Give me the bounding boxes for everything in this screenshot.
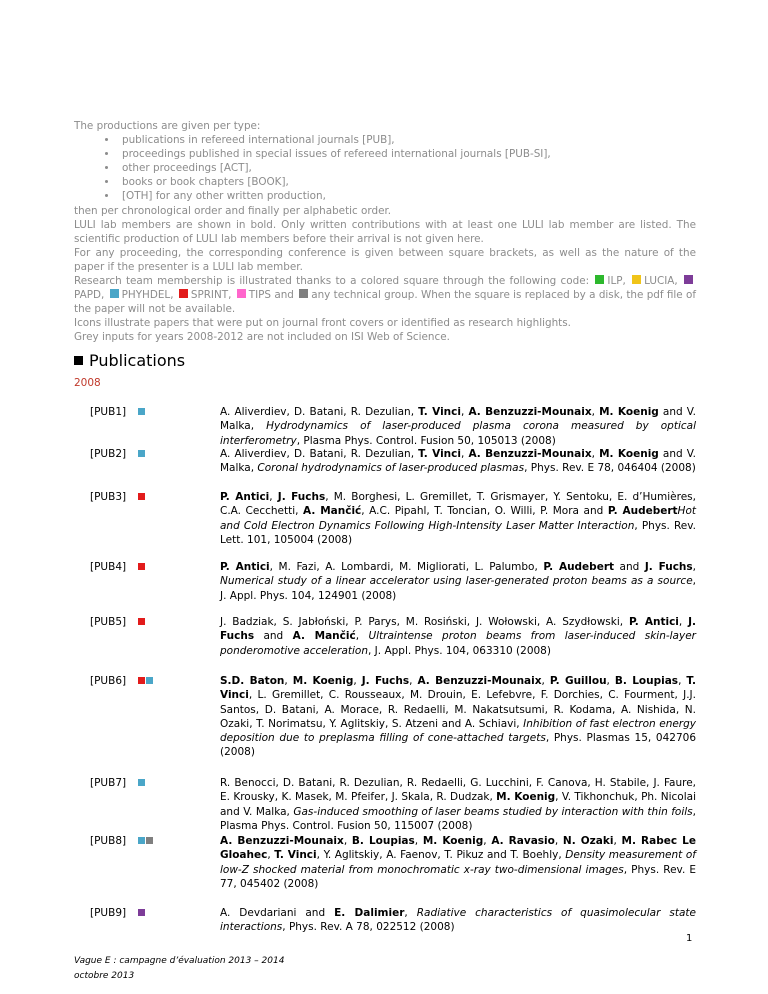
lab-member-name: S.D. Baton [220,675,285,687]
team-marks [138,563,145,570]
team-marks [138,408,145,415]
footer-line-2: octobre 2013 [74,971,135,981]
publication-citation: A. Aliverdiev, D. Batani, R. Dezulian, T. Vinci, A. Benzuzzi-Mounaix, M. Koenig and V. Malka, Hydrodynamics of laser-produced plasma corona measured by optical interferometry, Plasma Phys. Control. Fusion 50, 105013 (2008) [220,406,696,447]
lab-member-name: T. Vinci [418,448,461,460]
intro-block [74,119,696,345]
team-tips: TIPS and [248,289,294,302]
team-square-icon [138,493,145,500]
type-item: • [OTH] for any other written production, [118,189,696,203]
ilp-square-icon [595,275,604,284]
team-technical: any technical group. When the square is replaced by a disk, the pdf file of the paper will not be available. [74,289,697,316]
team-marks [138,909,145,916]
lab-member-name: A. Mančić [292,630,356,643]
lab-member-name: T. Vinci [274,849,317,862]
lab-member-name: A. Benzuzzi-Mounaix [468,406,592,418]
papd-square-icon [684,275,693,284]
lab-member-name: P. Audebert [543,561,615,573]
publication-id: [PUB3] [90,491,127,503]
section-bullet-icon [74,356,83,365]
lab-member-name: M. Koenig [422,835,484,847]
publication-title: Numerical study of a linear accelerator using laser-generated proton beams as a source [220,575,693,588]
lab-member-name: P. Antici [628,616,679,628]
publication-title: Inhibition of fast electron energy deposition due to preplasma filling of cone-attached targets [220,717,696,745]
intro-grey: Grey inputs for years 2008-2012 are not included on ISI Web of Science. [74,331,450,344]
sprint-square-icon [179,289,188,298]
lab-member-name: E. Dalimier [334,907,405,919]
publication-id: [PUB7] [90,777,127,789]
publication-id: [PUB8] [90,835,127,847]
publication-title: Coronal hydrodynamics of laser-produced plasmas [257,462,525,475]
phyhdel-square-icon [110,289,119,298]
footer [74,954,284,984]
lab-member-name: M. Koenig [292,675,354,687]
team-marks [138,677,153,684]
publication-title: Gas-induced smoothing of laser beams studied by interaction with thin foils [293,805,693,818]
team-papd: PAPD, [74,289,105,302]
publication-citation: A. Aliverdiev, D. Batani, R. Dezulian, T. Vinci, A. Benzuzzi-Mounaix, M. Koenig and V. Malka, Coronal hydrodynamics of laser-produced plasmas, Phys. Rev. E 78, 046404 (2008) [220,448,696,475]
team-square-icon [146,837,153,844]
technical-square-icon [299,289,308,298]
team-square-icon [138,909,145,916]
team-marks [138,779,145,786]
tips-square-icon [237,289,246,298]
publication-title: Hydrodynamics of laser-produced plasma corona measured by optical interferometry [220,420,696,447]
lab-member-name: A. Mančić [303,505,362,518]
page-number: 1 [686,933,693,944]
publication-id: [PUB6] [90,675,127,687]
publication-citation: J. Badziak, S. Jabłoński, P. Parys, M. Rosiński, J. Wołowski, A. Szydłowski, P. Antici, J. Fuchs and A. Mančić, Ultraintense proton beams from laser-induced skin-layer ponderomotive acceleration, J. Appl. Phys. 104, 063310 (2008) [220,616,696,657]
team-square-icon [138,408,145,415]
publication-citation: P. Antici, M. Fazi, A. Lombardi, M. Migliorati, L. Palumbo, P. Audebert and J. Fuchs, Numerical study of a linear accelerator using laser-generated proton beams as a source, J. Appl. Phys. 104, 124901 (2008) [220,561,697,602]
type-item: • other proceedings [ACT], [118,161,696,175]
publication-citation: R. Benocci, D. Batani, R. Dezulian, R. Redaelli, G. Lucchini, F. Canova, H. Stabile, J. Faure, E. Krousky, K. Masek, M. Pfeifer, J. Skala, R. Dudzak, M. Koenig, V. Tikhonchuk, Ph. Nicolai and V. Malka, Gas-induced smoothing of laser beams studied by interaction with thin foils, Plasma Phys. Control. Fusion 50, 115007 (2008) [220,777,696,832]
team-square-icon [138,837,145,844]
lab-member-name: P. Antici [220,491,270,503]
footer-line-1: Vague E : campagne d’évaluation 2013 – 2014 [74,956,285,966]
lab-member-name: M. Koenig [599,448,659,460]
type-list [74,133,696,203]
team-square-icon [138,563,145,570]
publication-id: [PUB2] [90,448,127,460]
publication-title: Hot and Cold Electron Dynamics Following High-Intensity Laser Matter Interaction [220,505,696,532]
team-marks [138,493,145,500]
section-title: Publications [89,351,186,370]
intro-luli: LULI lab members are shown in bold. Only written contributions with at least one LULI lab member are listed. The scientific production of LULI lab members before their arrival is not given here. [74,218,696,245]
publication-id: [PUB9] [90,907,127,919]
lucia-square-icon [632,275,641,284]
lab-member-name: B. Loupias [614,675,679,687]
publication-id: [PUB4] [90,561,127,573]
intro-order: then per chronological order and finally per alphabetic order. [74,204,392,217]
intro-research [74,274,696,316]
lab-member-name: M. Rabec Le Gloahec [220,835,696,862]
publication-citation: P. Antici, J. Fuchs, M. Borghesi, L. Gremillet, T. Grismayer, Y. Sentoku, E. d’Humières, C.A. Cecchetti, A. Mančić, A.C. Pipahl, T. Toncian, O. Willi, P. Mora and P. AudebertHot and Cold Electron Dynamics Following High-Intensity Laser Matter Interaction, Phys. Rev. Lett. 101, 105004 (2008) [220,491,696,546]
intro-lead: The productions are given per type: [74,120,261,132]
team-square-icon [138,677,145,684]
intro-icons: Icons illustrate papers that were put on journal front covers or identified as research highlights. [74,317,571,330]
publication-title: Density measurement of low-Z shocked material from monochromatic x-ray two-dimensional images [220,849,697,876]
publication-id: [PUB1] [90,406,127,418]
lab-member-name: A. Benzuzzi-Mounaix [220,835,344,847]
lab-member-name: M. Koenig [599,406,659,418]
lab-member-name: A. Benzuzzi-Mounaix [417,675,542,687]
lab-member-name: A. Benzuzzi-Mounaix [468,448,592,460]
lab-member-name: P. Audebert [607,505,678,518]
publication-title: Ultraintense proton beams from laser-induced skin-layer ponderomotive acceleration [220,630,696,657]
team-sprint: SPRINT, [190,289,232,302]
lab-member-name: B. Loupias [351,835,415,847]
publication-title: Radiative characteristics of quasimolecular state interactions [220,907,696,934]
team-phyhdel: PHYHDEL, [121,289,174,302]
lab-member-name: J. Fuchs [361,675,410,687]
team-square-icon [146,677,153,684]
publication-id: [PUB5] [90,616,127,628]
lab-member-name: T. Vinci [418,406,461,418]
team-square-icon [138,450,145,457]
lab-member-name: P. Guillou [549,675,607,687]
publication-citation: A. Devdariani and E. Dalimier, Radiative characteristics of quasimolecular state interactions, Phys. Rev. A 78, 022512 (2008) [220,907,696,934]
publication-citation: A. Benzuzzi-Mounaix, B. Loupias, M. Koenig, A. Ravasio, N. Ozaki, M. Rabec Le Gloahec, T. Vinci, Y. Aglitskiy, A. Faenov, T. Pikuz and T. Boehly, Density measurement of low-Z shocked material from monochromatic x-ray two-dimensional images, Phys. Rev. E 77, 045402 (2008) [220,835,697,890]
team-marks [138,450,145,457]
team-marks [138,837,153,844]
lab-member-name: J. Fuchs [644,561,693,573]
team-ilp: ILP, [607,275,626,288]
type-item: • books or book chapters [BOOK], [118,175,696,189]
lab-member-name: P. Antici [220,561,270,573]
publication-citation: S.D. Baton, M. Koenig, J. Fuchs, A. Benzuzzi-Mounaix, P. Guillou, B. Loupias, T. Vinci, L. Gremillet, C. Rousseaux, M. Drouin, E. Lefebvre, F. Dorchies, C. Fourment, J.J. Santos, D. Batani, A. Morace, R. Redaelli, M. Nakatsutsumi, R. Kodama, A. Nishida, N. Ozaki, T. Norimatsu, Y. Aglitskiy, S. Atzeni and A. Schiavi, Inhibition of fast electron energy deposition due to preplasma filling of cone-attached targets, Phys. Plasmas 15, 042706 (2008) [220,675,697,759]
year-heading: 2008 [74,377,101,389]
research-prefix: Research team membership is illustrated thanks to a colored square through the following code: [74,275,590,288]
lab-member-name: N. Ozaki [562,835,614,847]
team-square-icon [138,779,145,786]
team-lucia: LUCIA, [644,275,678,288]
lab-member-name: A. Ravasio [491,835,555,847]
intro-proceeding: For any proceeding, the corresponding conference is given between square brackets, as well as the nature of the paper if the presenter is a LULI lab member. [74,246,696,273]
type-item: • publications in refereed international journals [PUB], [118,133,696,147]
type-item: • proceedings published in special issues of refereed international journals [PUB-SI], [118,147,696,161]
lab-member-name: J. Fuchs [277,491,326,503]
lab-member-name: M. Koenig [496,791,556,804]
section-heading [74,351,185,370]
lab-member-name: T. Vinci [220,675,696,702]
team-marks [138,618,145,625]
lab-member-name: J. Fuchs [220,616,696,643]
team-square-icon [138,618,145,625]
